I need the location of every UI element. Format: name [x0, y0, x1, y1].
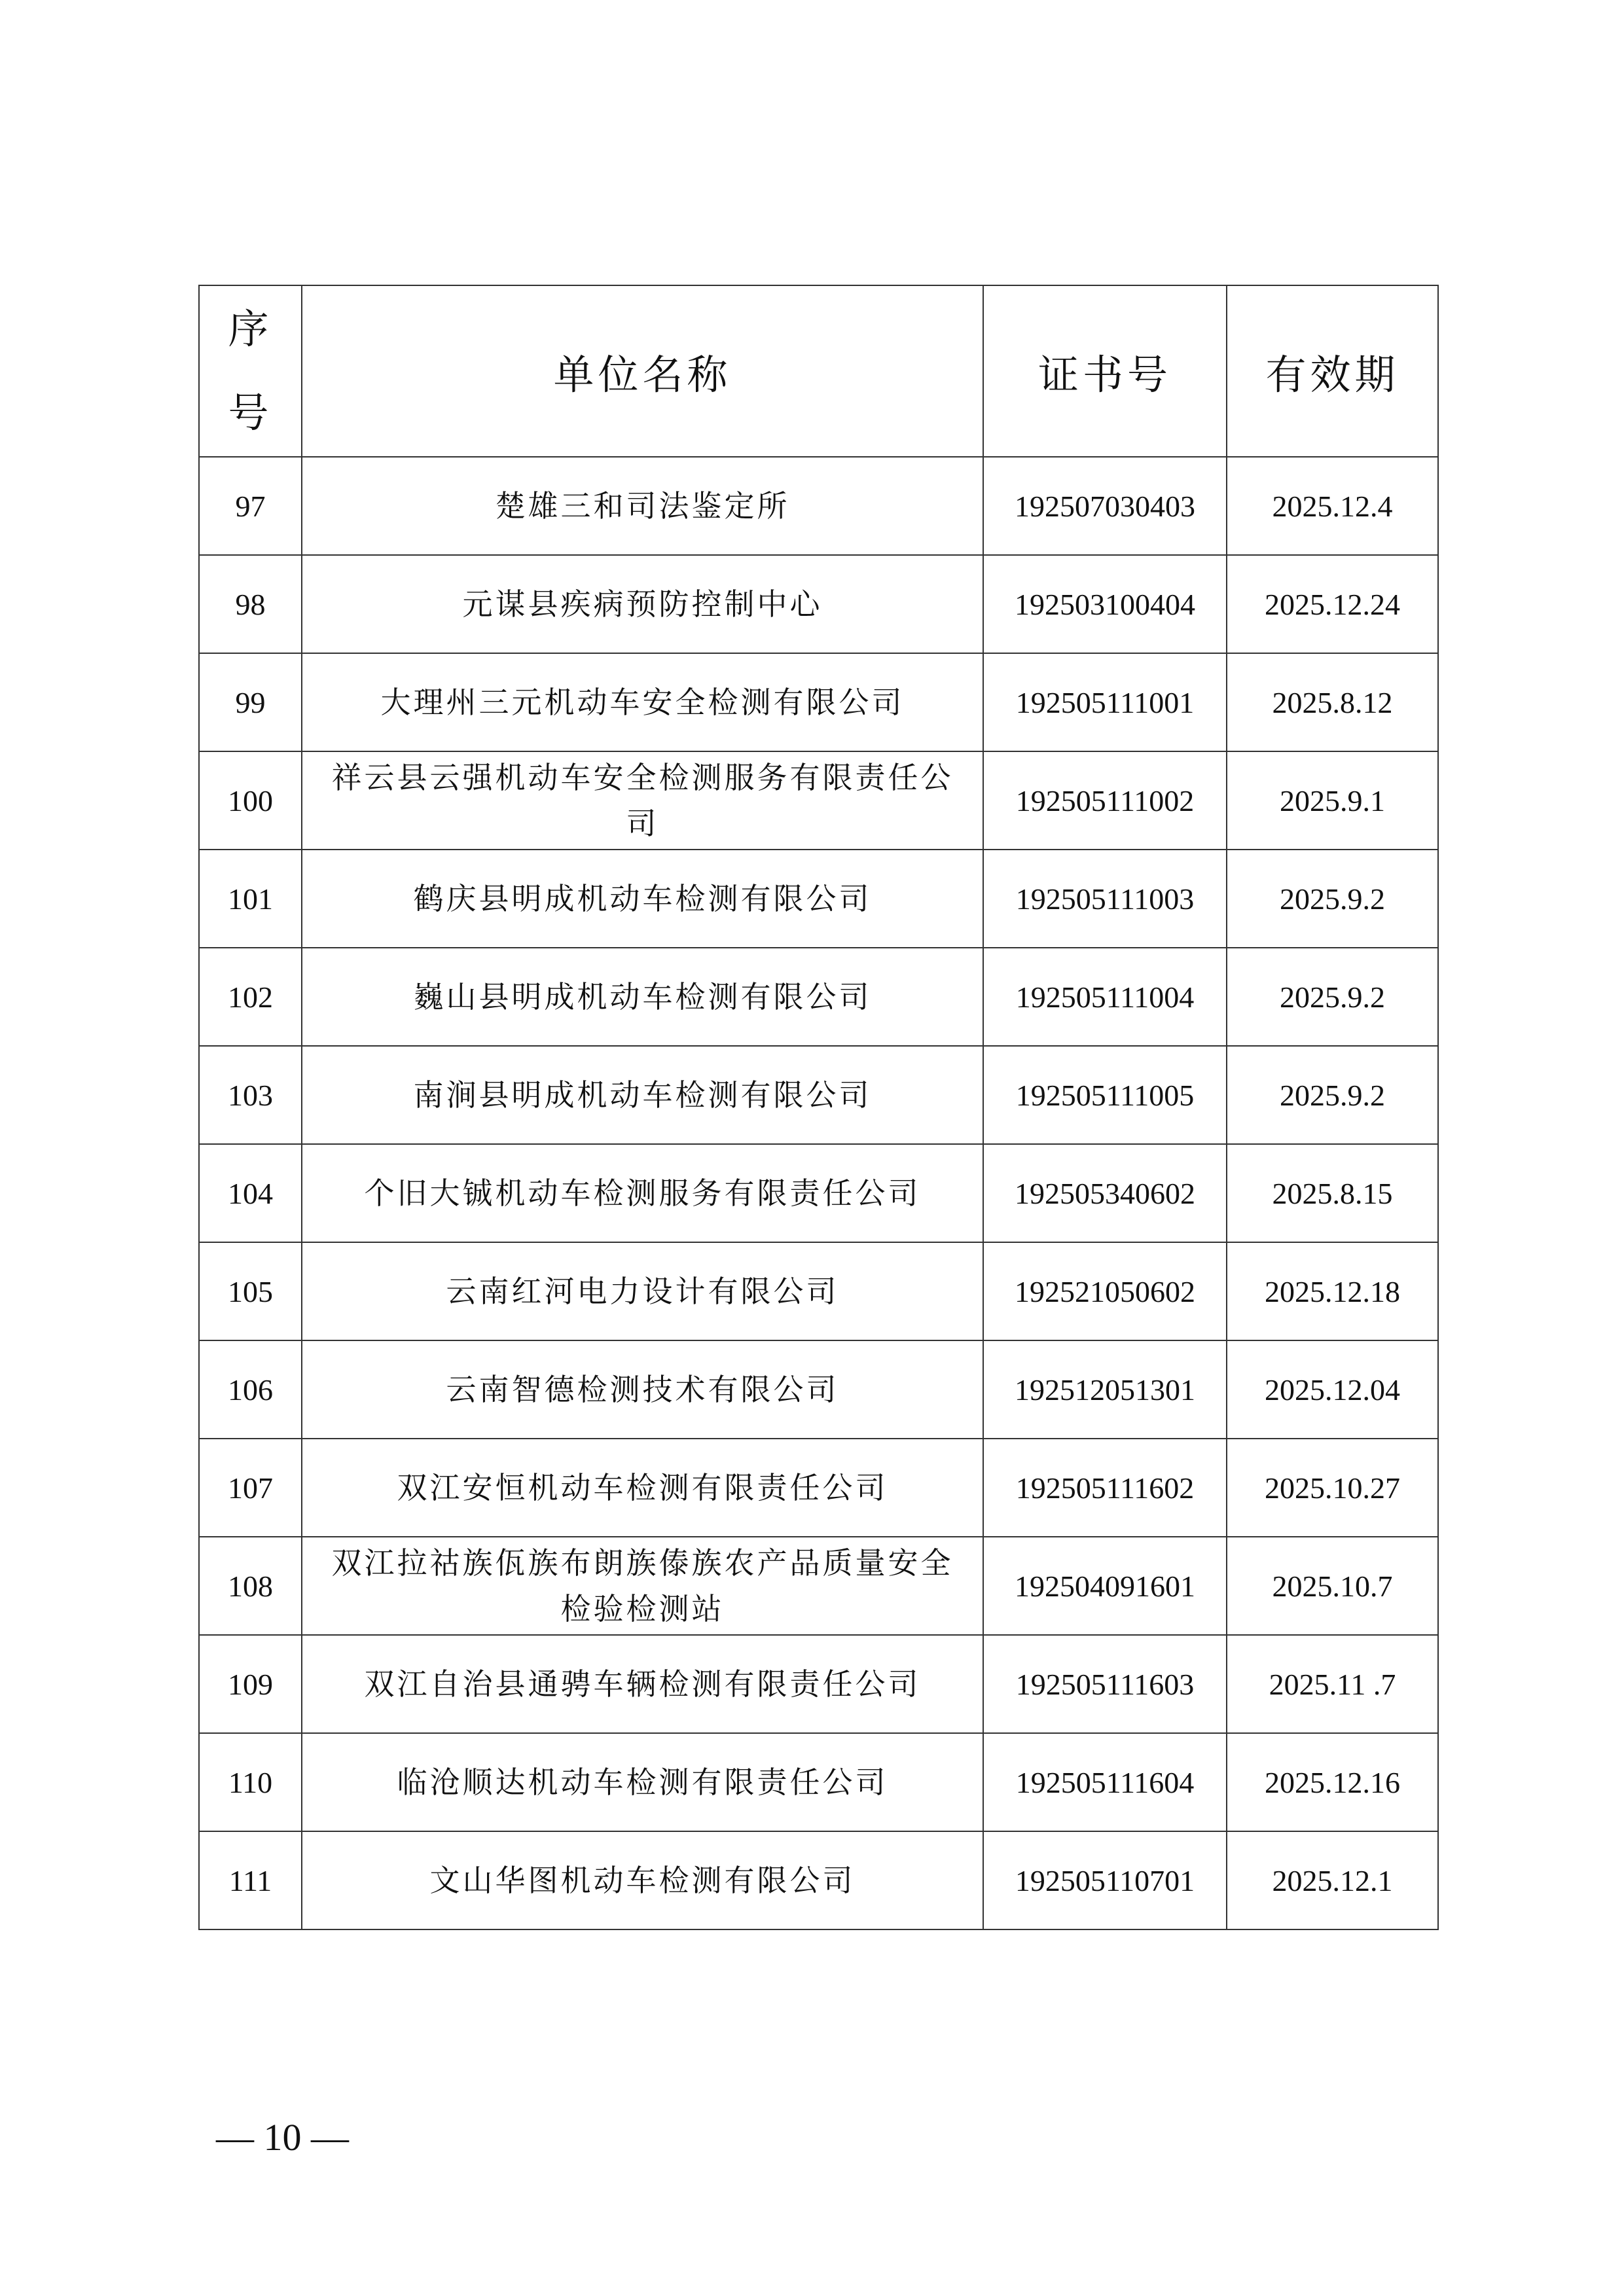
- certificate-table: [198, 285, 1439, 1930]
- row-cert-number: 192505111004: [983, 948, 1227, 1046]
- row-unit-name: 鹤庆县明成机动车检测有限公司: [302, 850, 983, 948]
- row-seq: 101: [199, 850, 302, 948]
- row-seq: 106: [199, 1340, 302, 1439]
- row-unit-name: 祥云县云强机动车安全检测服务有限责任公司: [302, 751, 983, 850]
- row-unit-name: 南涧县明成机动车检测有限公司: [302, 1046, 983, 1144]
- table-row: [199, 1537, 1438, 1635]
- row-valid-date: 2025.10.7: [1227, 1537, 1438, 1635]
- row-valid-date: 2025.11 .7: [1227, 1635, 1438, 1733]
- row-unit-name: 双江安恒机动车检测有限责任公司: [302, 1439, 983, 1537]
- row-valid-date: 2025.9.2: [1227, 1046, 1438, 1144]
- row-cert-number: 192507030403: [983, 457, 1227, 555]
- table-row: [199, 457, 1438, 555]
- row-valid-date: 2025.12.18: [1227, 1242, 1438, 1340]
- header-seq-line1: 序: [228, 305, 273, 353]
- row-seq: 109: [199, 1635, 302, 1733]
- row-cert-number: 192505111002: [983, 751, 1227, 850]
- row-cert-number: 192503100404: [983, 555, 1227, 653]
- table-row: [199, 1733, 1438, 1831]
- row-unit-name: 云南红河电力设计有限公司: [302, 1242, 983, 1340]
- row-seq: 111: [199, 1831, 302, 1929]
- table-row: [199, 1831, 1438, 1929]
- row-valid-date: 2025.9.1: [1227, 751, 1438, 850]
- table-row: [199, 1340, 1438, 1439]
- row-seq: 97: [199, 457, 302, 555]
- row-cert-number: 192504091601: [983, 1537, 1227, 1635]
- row-unit-name: 双江拉祜族佤族布朗族傣族农产品质量安全检验检测站: [302, 1537, 983, 1635]
- row-valid-date: 2025.8.12: [1227, 653, 1438, 751]
- row-unit-name: 楚雄三和司法鉴定所: [302, 457, 983, 555]
- row-cert-number: 192505111003: [983, 850, 1227, 948]
- row-cert-number: 192505110701: [983, 1831, 1227, 1929]
- row-seq: 99: [199, 653, 302, 751]
- row-cert-number: 192505111603: [983, 1635, 1227, 1733]
- row-valid-date: 2025.9.2: [1227, 850, 1438, 948]
- row-seq: 108: [199, 1537, 302, 1635]
- row-valid-date: 2025.9.2: [1227, 948, 1438, 1046]
- header-seq-line2: 号: [228, 389, 273, 437]
- row-cert-number: 192512051301: [983, 1340, 1227, 1439]
- table-body: [199, 457, 1438, 1929]
- table-row: [199, 1635, 1438, 1733]
- row-valid-date: 2025.10.27: [1227, 1439, 1438, 1537]
- table-row: [199, 1046, 1438, 1144]
- row-cert-number: 192505111602: [983, 1439, 1227, 1537]
- table-row: [199, 1144, 1438, 1242]
- table-row: [199, 751, 1438, 850]
- header-name: 单位名称: [302, 285, 983, 457]
- row-valid-date: 2025.12.4: [1227, 457, 1438, 555]
- row-unit-name: 双江自治县通骋车辆检测有限责任公司: [302, 1635, 983, 1733]
- table-row: [199, 555, 1438, 653]
- row-unit-name: 大理州三元机动车安全检测有限公司: [302, 653, 983, 751]
- row-unit-name: 元谋县疾病预防控制中心: [302, 555, 983, 653]
- row-unit-name: 云南智德检测技术有限公司: [302, 1340, 983, 1439]
- row-valid-date: 2025.8.15: [1227, 1144, 1438, 1242]
- row-unit-name: 文山华图机动车检测有限公司: [302, 1831, 983, 1929]
- row-seq: 107: [199, 1439, 302, 1537]
- row-valid-date: 2025.12.24: [1227, 555, 1438, 653]
- table-row: [199, 1439, 1438, 1537]
- row-unit-name: 巍山县明成机动车检测有限公司: [302, 948, 983, 1046]
- row-valid-date: 2025.12.1: [1227, 1831, 1438, 1929]
- header-cert: 证书号: [983, 285, 1227, 457]
- row-cert-number: 192505111604: [983, 1733, 1227, 1831]
- row-seq: 100: [199, 751, 302, 850]
- table-row: [199, 653, 1438, 751]
- row-seq: 110: [199, 1733, 302, 1831]
- row-seq: 98: [199, 555, 302, 653]
- row-seq: 103: [199, 1046, 302, 1144]
- table-row: [199, 850, 1438, 948]
- page-number: — 10 —: [216, 2116, 349, 2159]
- row-cert-number: 192505111005: [983, 1046, 1227, 1144]
- table-row: [199, 1242, 1438, 1340]
- row-cert-number: 192505111001: [983, 653, 1227, 751]
- header-valid: 有效期: [1227, 285, 1438, 457]
- row-seq: 105: [199, 1242, 302, 1340]
- row-seq: 104: [199, 1144, 302, 1242]
- row-valid-date: 2025.12.16: [1227, 1733, 1438, 1831]
- row-unit-name: 临沧顺达机动车检测有限责任公司: [302, 1733, 983, 1831]
- row-cert-number: 192521050602: [983, 1242, 1227, 1340]
- table-header-row: [199, 285, 1438, 457]
- row-seq: 102: [199, 948, 302, 1046]
- row-unit-name: 个旧大铖机动车检测服务有限责任公司: [302, 1144, 983, 1242]
- table-row: [199, 948, 1438, 1046]
- row-valid-date: 2025.12.04: [1227, 1340, 1438, 1439]
- row-cert-number: 192505340602: [983, 1144, 1227, 1242]
- header-seq: [199, 285, 302, 457]
